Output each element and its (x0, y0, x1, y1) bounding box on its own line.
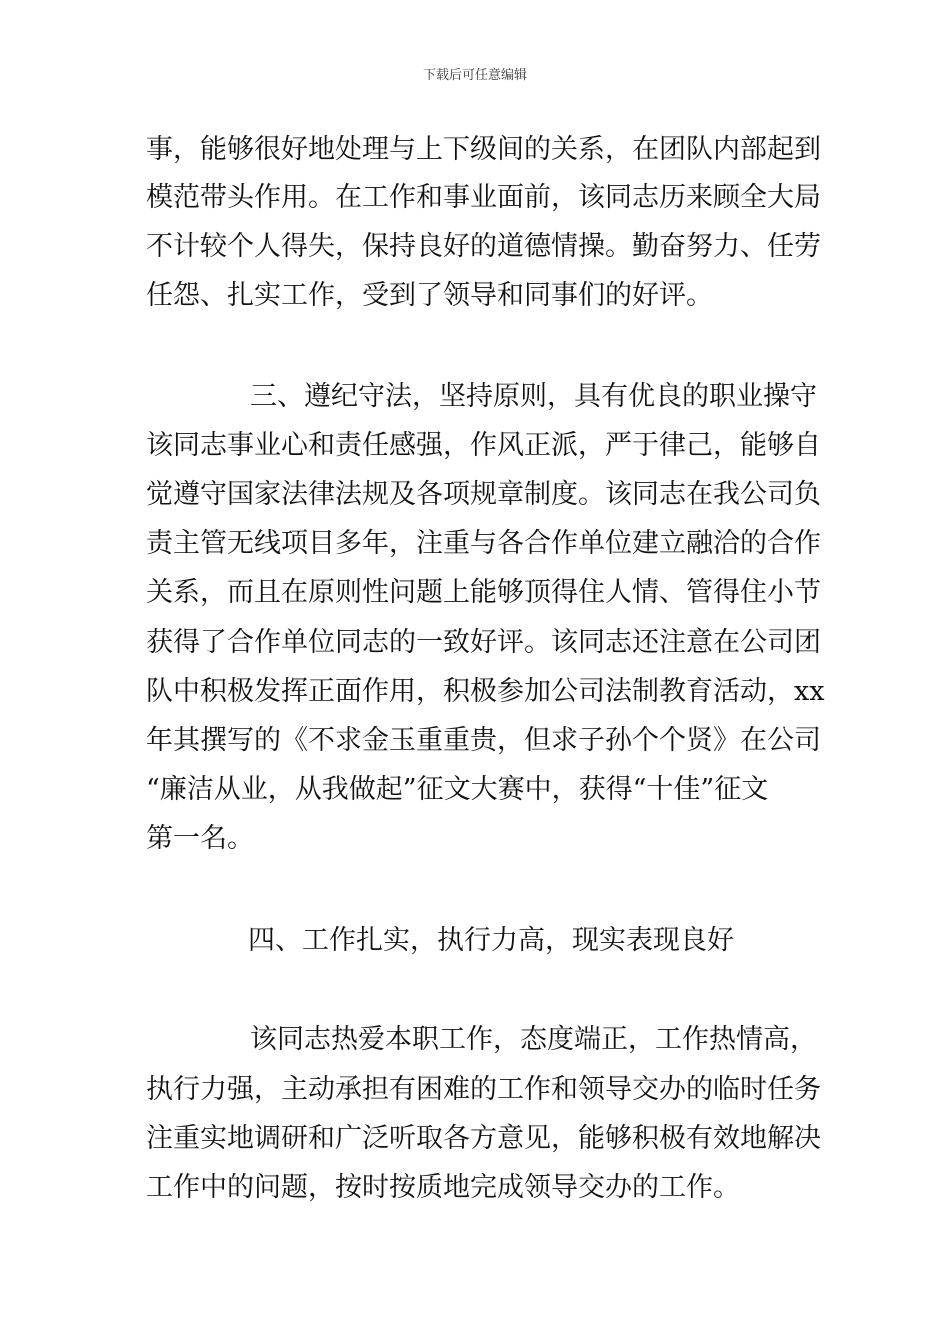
body-line: 觉遵守国家法律法规及各项规章制度。该同志在我公司负 (146, 479, 821, 510)
section-heading-3: 三、遵纪守法，坚持原则，具有优良的职业操守 (250, 381, 817, 412)
body-line: 模范带头作用。在工作和事业面前，该同志历来顾全大局 (146, 182, 821, 213)
body-line: 该同志热爱本职工作，态度端正，工作热情高， (250, 1024, 817, 1055)
body-line: 不计较个人得失，保持良好的道德情操。勤奋努力、任劳 (146, 231, 821, 262)
body-line: 事，能够很好地处理与上下级间的关系，在团队内部起到 (146, 134, 821, 165)
body-line: 关系，而且在原则性问题上能够顶得住人情、管得住小节 (146, 577, 821, 608)
body-line: 队中积极发挥正面作用，积极参加公司法制教育活动，xx (146, 676, 825, 707)
body-line: 该同志事业心和责任感强，作风正派，严于律己，能够自 (146, 430, 821, 461)
body-line: 年其撰写的《不求金玉重重贵，但求子孙个个贤》在公司 (146, 725, 821, 756)
body-line: 注重实地调研和广泛听取各方意见，能够积极有效地解决 (146, 1123, 821, 1154)
page-header: 下载后可任意编辑 (422, 68, 527, 83)
body-line: 执行力强，主动承担有困难的工作和领导交办的临时任务 (146, 1074, 821, 1105)
body-line: 任怨、扎实工作，受到了领导和同事们的好评。 (146, 280, 713, 311)
body-line: “廉洁从业，从我做起”征文大赛中，获得“十佳”征文 (146, 774, 769, 805)
body-line: 获得了合作单位同志的一致好评。该同志还注意在公司团 (146, 627, 821, 658)
section-heading-4: 四、工作扎实，执行力高，现实表现良好 (248, 925, 734, 956)
body-line: 责主管无线项目多年，注重与各合作单位建立融洽的合作 (146, 528, 821, 559)
body-line: 工作中的问题，按时按质地完成领导交办的工作。 (146, 1172, 740, 1203)
body-line: 第一名。 (146, 823, 254, 854)
